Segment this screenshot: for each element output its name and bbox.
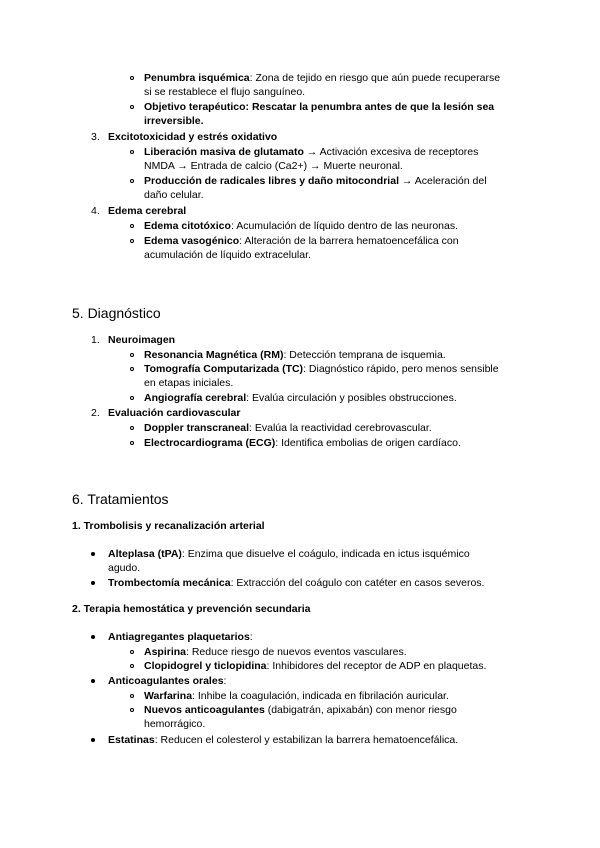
circle-bullet-icon — [130, 396, 134, 400]
list-item-angiografia — [144, 391, 457, 405]
term-label: Liberación masiva de glutamato — [144, 146, 304, 158]
list-item-ecg — [144, 436, 461, 450]
term-label: Doppler transcraneal — [144, 422, 250, 434]
term-label: Aspirina — [144, 646, 187, 658]
circle-bullet-icon — [130, 694, 134, 698]
item-text: : Diagnóstico rápido, pero menos sensible — [303, 363, 499, 375]
subheading-trombolisis: 1. Trombolisis y recanalización arterial — [72, 520, 265, 532]
list-item-liberacion — [144, 145, 478, 159]
bullet-icon — [91, 679, 95, 683]
list-item-antiagregantes — [108, 630, 253, 644]
circle-bullet-icon — [130, 239, 134, 243]
list-item-trombectomia — [108, 576, 484, 590]
circle-bullet-icon — [130, 76, 134, 80]
circle-bullet-icon — [130, 650, 134, 654]
bullet-icon — [91, 581, 95, 585]
item-text: : Identifica embolias de origen cardíaco. — [275, 437, 461, 449]
item-text-continuation: hemorrágico. — [144, 718, 206, 730]
term-label: Angiografía cerebral — [144, 392, 247, 404]
term-label: Electrocardiograma (ECG) — [144, 437, 276, 449]
term-label: Resonancia Magnética (RM) — [144, 349, 284, 361]
term-label: Alteplasa (tPA) — [108, 548, 182, 560]
bullet-icon — [91, 635, 95, 639]
term-label: Antiagregantes plaquetarios — [108, 631, 250, 643]
circle-bullet-icon — [130, 150, 134, 154]
item-text: : — [249, 631, 253, 643]
list-item-clopidogrel — [144, 659, 486, 673]
list-item-alteplasa — [108, 547, 470, 561]
item-text: : Zona de tejido en riesgo que aún puede recuperarse — [249, 72, 501, 84]
item-text-continuation: si se restablece el flujo sanguíneo. — [144, 86, 306, 98]
item-text-continuation: agudo. — [108, 562, 141, 574]
item-text: : Rescatar la penumbra antes de que la lesión sea — [245, 101, 495, 113]
term-label: Tomografía Computarizada (TC) — [144, 363, 304, 375]
circle-bullet-icon — [130, 224, 134, 228]
term-label: Clopidogrel y ticlopidina — [144, 660, 267, 672]
list-item-aspirina — [144, 645, 407, 659]
list-item-cardiovascular: Evaluación cardiovascular — [108, 407, 241, 419]
term-label: Estatinas — [108, 734, 155, 746]
item-text-continuation: acumulación de líquido extracelular. — [144, 249, 311, 261]
term-label: Producción de radicales libres y daño mitocondrial — [144, 175, 399, 187]
item-text-continuation: en etapas iniciales. — [144, 377, 234, 389]
list-item-vasogenico — [144, 234, 459, 248]
list-item-nuevos-anticoagulantes — [144, 703, 457, 717]
item-text: : Inhibidores del receptor de ADP en plaquetas. — [266, 660, 487, 672]
item-text: : Inhibe la coagulación, indicada en fibrilación auricular. — [192, 690, 449, 702]
section-heading-tratamientos: 6. Tratamientos — [72, 491, 169, 507]
circle-bullet-icon — [130, 426, 134, 430]
circle-bullet-icon — [130, 708, 134, 712]
list-item-anticoagulantes — [108, 674, 226, 688]
item-text: : Reduce riesgo de nuevos eventos vasculares. — [186, 646, 407, 658]
circle-bullet-icon — [130, 105, 134, 109]
item-text: : Evalúa la reactividad cerebrovascular. — [249, 422, 432, 434]
circle-bullet-icon — [130, 367, 134, 371]
bullet-icon — [91, 552, 95, 556]
item-text: : Evalúa circulación y posibles obstrucciones. — [246, 392, 457, 404]
list-item-tc — [144, 362, 499, 376]
list-number: 3. — [91, 131, 100, 143]
list-item-citotoxico — [144, 219, 458, 233]
circle-bullet-icon — [130, 664, 134, 668]
list-number: 1. — [91, 334, 100, 346]
item-text-continuation: irreversible. — [144, 115, 204, 127]
list-number: 4. — [91, 205, 100, 217]
list-item-excitotoxicidad: Excitotoxicidad y estrés oxidativo — [108, 131, 278, 143]
item-text: : Detección temprana de isquemia. — [283, 349, 446, 361]
circle-bullet-icon — [130, 353, 134, 357]
bullet-icon — [91, 738, 95, 742]
circle-bullet-icon — [130, 179, 134, 183]
item-text: (dabigatrán, apixabán) con menor riesgo — [264, 704, 457, 716]
item-text: : — [223, 675, 227, 687]
term-label: Nuevos anticoagulantes — [144, 704, 265, 716]
term-label: Anticoagulantes orales — [108, 675, 224, 687]
term-label: Penumbra isquémica — [144, 72, 250, 84]
term-label: Trombectomía mecánica — [108, 577, 231, 589]
item-text: → Activación excesiva de receptores — [303, 146, 479, 158]
list-item-estatinas — [108, 733, 458, 747]
term-label: Objetivo terapéutico — [144, 101, 246, 113]
item-text: : Alteración de la barrera hematoencefálica con — [239, 235, 459, 247]
list-number: 2. — [91, 407, 100, 419]
list-item-objetivo — [144, 100, 494, 114]
term-label: Edema vasogénico — [144, 235, 240, 247]
item-text: : Acumulación de líquido dentro de las neuronas. — [230, 220, 459, 232]
list-item-penumbra — [144, 71, 500, 85]
list-item-warfarina — [144, 689, 449, 703]
item-text-continuation: NMDA → Entrada de calcio (Ca2+) → Muerte neuronal. — [144, 160, 403, 172]
list-item-neuroimagen: Neuroimagen — [108, 334, 176, 346]
item-text: : Extracción del coágulo con catéter en casos severos. — [230, 577, 485, 589]
item-text-continuation: daño celular. — [144, 189, 204, 201]
item-text: : Enzima que disuelve el coágulo, indicada en ictus isquémico — [181, 548, 470, 560]
term-label: Warfarina — [144, 690, 193, 702]
list-item-produccion — [144, 174, 487, 188]
term-label: Edema citotóxico — [144, 220, 231, 232]
list-item-rm — [144, 348, 446, 362]
item-text: : Reducen el colesterol y estabilizan la barrera hematoencefálica. — [154, 734, 459, 746]
subheading-terapia: 2. Terapia hemostática y prevención secundaria — [72, 603, 311, 615]
circle-bullet-icon — [130, 441, 134, 445]
list-item-doppler — [144, 421, 432, 435]
section-heading-diagnostico: 5. Diagnóstico — [72, 305, 161, 321]
item-text: → Aceleración del — [398, 175, 487, 187]
list-item-edema: Edema cerebral — [108, 205, 187, 217]
